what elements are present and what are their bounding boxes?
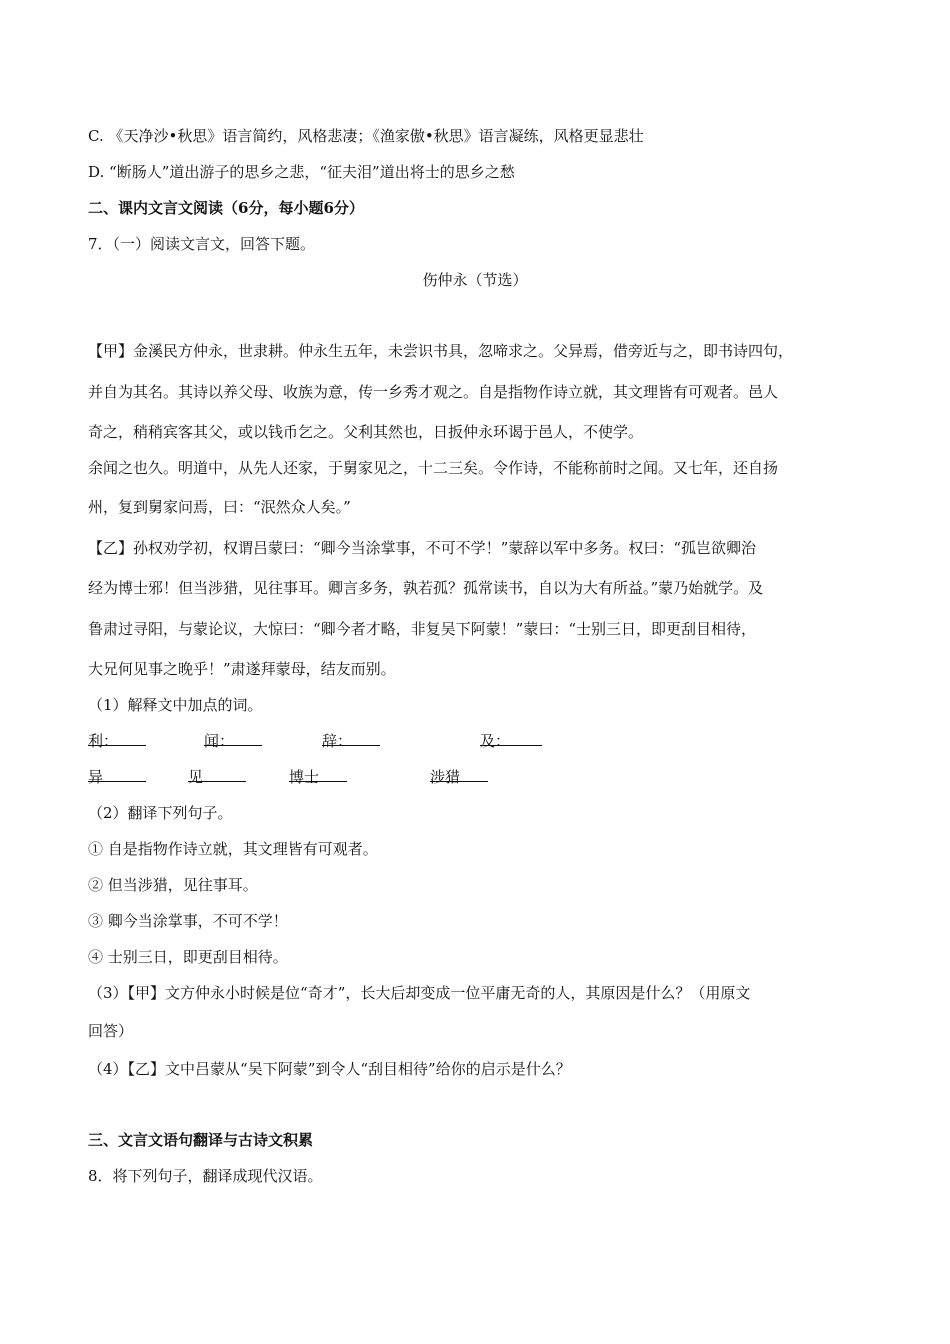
word-blank-row-1 — [88, 731, 868, 753]
word-label: 见 — [188, 768, 204, 786]
word-label: 及： — [480, 732, 511, 750]
word-label: 利： — [88, 732, 119, 750]
option-d: D. “断肠人”道出游子的思乡之悲，“征夫泪”道出将士的思乡之愁 — [88, 163, 515, 181]
passage-jia-line: 余闻之也久。明道中，从先人还家，于舅家见之，十二三矣。令作诗，不能称前时之闻。又七年，还自扬 — [88, 459, 779, 477]
answer-blank[interactable] — [289, 767, 347, 782]
passage-jia-line: 并自为其名。其诗以养父母、收族为意，传一乡秀才观之。自是指物作诗立就，其文理皆有可观者。邑人 — [88, 383, 779, 401]
section-heading-2: 二、课内文言文阅读（6分，每小题6分） — [88, 199, 364, 217]
word-label: 异 — [88, 768, 104, 786]
translate-sentence: ② 但当涉猎，见往事耳。 — [88, 876, 258, 894]
option-c: C. 《天净沙•秋思》语言简约，风格悲凄；《渔家傲•秋思》语言凝练，风格更显悲壮 — [88, 127, 644, 145]
passage-yi-line: 【乙】孙权劝学初，权谓吕蒙曰：“卿今当涂掌事，不可不学！”蒙辞以军中多务。权曰：“孤岂欲卿治 — [88, 539, 757, 557]
translate-sentence: ③ 卿今当涂掌事，不可不学！ — [88, 912, 288, 930]
passage-yi-line: 经为博士邪！但当涉猎，见往事耳。卿言多务，孰若孤？孤常读书，自以为大有所益。”蒙乃始就学。及 — [88, 579, 764, 597]
sub-question-2: （2）翻译下列句子。 — [88, 804, 233, 822]
answer-blank[interactable] — [88, 767, 146, 782]
word-label: 博士 — [289, 768, 320, 786]
sub-question-3: （3）【甲】文方仲永小时候是位“奇才”，长大后却变成一位平庸无奇的人，其原因是什么？（用原文 — [88, 984, 751, 1002]
word-label: 涉猎 — [430, 768, 461, 786]
sub-question-1: （1）解释文中加点的词。 — [88, 696, 263, 714]
passage-yi-line: 大兄何见事之晚乎！”肃遂拜蒙母，结友而别。 — [88, 660, 396, 678]
question-8: 8．将下列句子，翻译成现代汉语。 — [88, 1167, 323, 1185]
answer-blank[interactable] — [430, 767, 488, 782]
passage-title: 伤仲永（节选） — [422, 271, 528, 289]
answer-blank[interactable] — [480, 731, 542, 746]
section-heading-3: 三、文言文语句翻译与古诗文积累 — [88, 1131, 314, 1149]
translate-sentence: ④ 士别三日，即更刮目相待。 — [88, 948, 288, 966]
translate-sentence: ① 自是指物作诗立就，其文理皆有可观者。 — [88, 840, 378, 858]
sub-question-3-cont: 回答） — [88, 1022, 134, 1040]
word-blank-row-2 — [88, 767, 868, 789]
answer-blank[interactable] — [204, 731, 262, 746]
answer-blank[interactable] — [88, 731, 146, 746]
passage-jia-line: 奇之，稍稍宾客其父，或以钱币乞之。父利其然也，日扳仲永环谒于邑人，不使学。 — [88, 423, 644, 441]
question-7-intro: 7．（一）阅读文言文，回答下题。 — [88, 235, 316, 253]
word-label: 辞： — [322, 732, 353, 750]
passage-jia-line: 州，复到舅家问焉，曰：“泯然众人矣。” — [88, 498, 351, 516]
sub-question-4: （4）【乙】文中吕蒙从“吴下阿蒙”到令人“刮目相待”给你的启示是什么？ — [88, 1060, 571, 1078]
word-label: 闻： — [204, 732, 235, 750]
passage-jia-line: 【甲】金溪民方仲永，世隶耕。仲永生五年，未尝识书具，忽啼求之。父异焉，借旁近与之，即书诗四句， — [88, 342, 794, 360]
answer-blank[interactable] — [322, 731, 380, 746]
passage-yi-line: 鲁肃过寻阳，与蒙论议，大惊曰：“卿今者才略，非复吴下阿蒙！”蒙曰：“士别三日，即更刮目相待， — [88, 620, 757, 638]
answer-blank[interactable] — [188, 767, 246, 782]
